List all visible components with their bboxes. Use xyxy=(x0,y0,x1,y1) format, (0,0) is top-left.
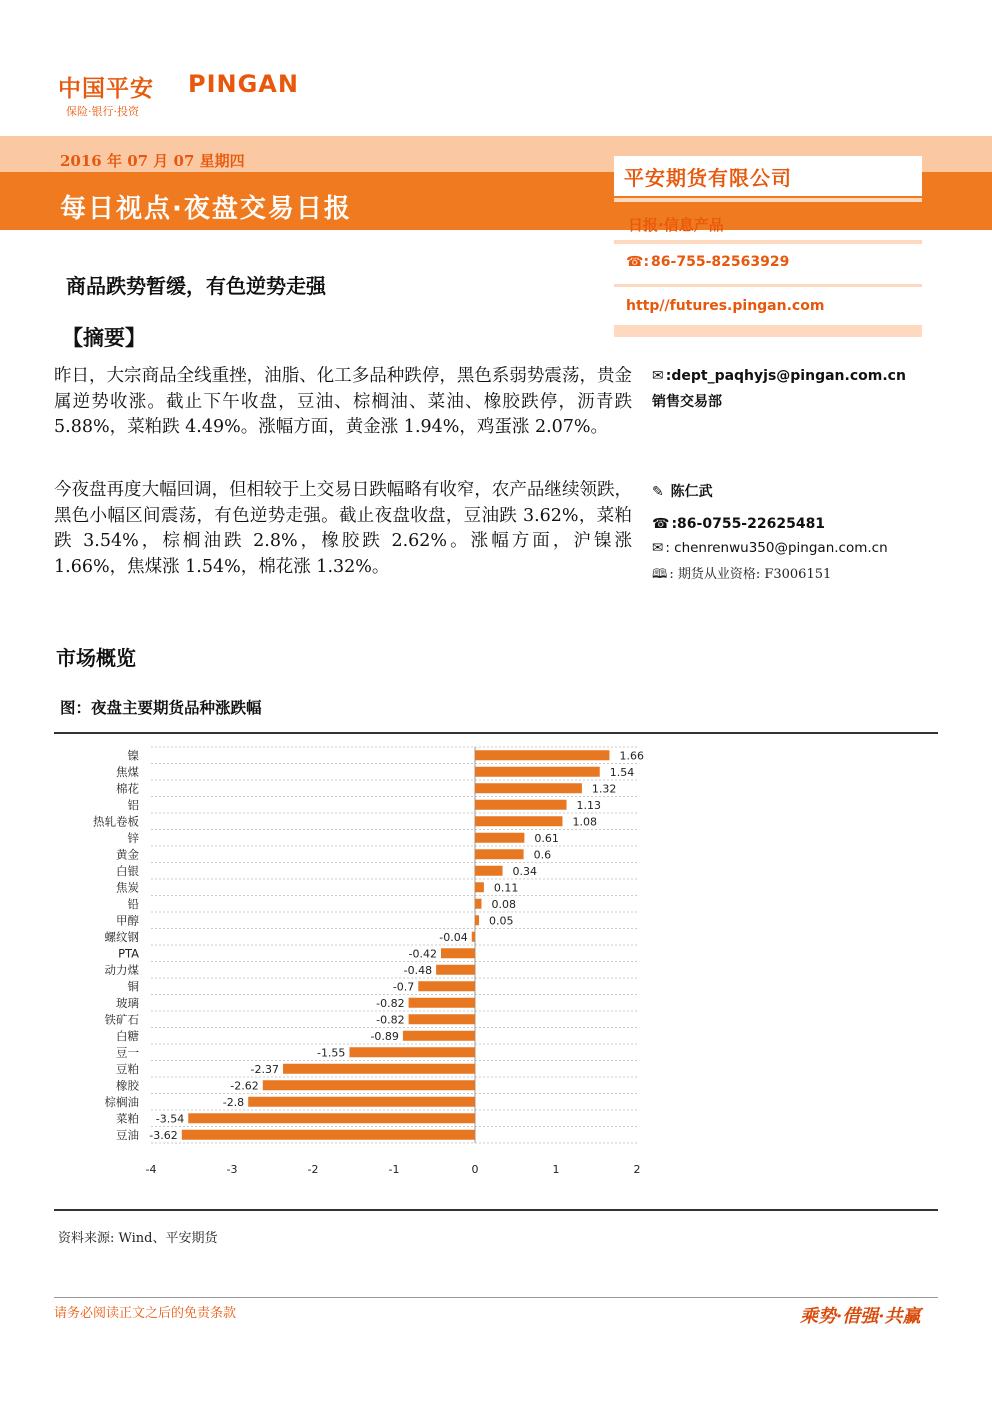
analyst-license xyxy=(652,563,831,587)
data-label: -2.37 xyxy=(250,1062,280,1076)
report-date: 2016 年 07 月 07 星期四 xyxy=(60,152,245,170)
book-icon: 🕮 xyxy=(652,567,668,582)
figure-rule-top xyxy=(54,732,938,734)
analyst-phone xyxy=(652,516,825,532)
data-label: -0.89 xyxy=(370,1029,399,1043)
logo-subtitle: 保险·银行·投资 xyxy=(66,105,139,118)
data-label: -2.62 xyxy=(230,1079,259,1093)
bar-8 xyxy=(475,882,484,892)
dept-email-text: :dept_paqhyjs@pingan.com.cn xyxy=(665,368,906,384)
bar-21 xyxy=(248,1097,475,1107)
x-tick-label: 2 xyxy=(633,1163,641,1175)
analyst-name xyxy=(652,481,713,501)
bar-7 xyxy=(475,866,503,876)
category-label: 焦煤 xyxy=(116,764,139,779)
company-website[interactable]: http//futures.pingan.com xyxy=(626,298,825,314)
category-label: 热轧卷板 xyxy=(93,814,139,829)
summary-paragraph-2: 今夜盘再度大幅回调，但相较于上交易日跌幅略有收窄，农产品继续领跌，黑色小幅区间震荡，有色逆势走强。截止夜盘收盘，豆油跌 3.62%，菜粕跌 3.54%，棕榈油跌 2.8%，橡胶跌 2.62%。涨幅方面，沪镍涨 1.66%，焦煤涨 1.54%，棉花涨 1.32%。 xyxy=(54,480,632,577)
headline: 商品跌势暂缓，有色逆势走强 xyxy=(66,274,326,298)
mail-icon: ✉ xyxy=(652,540,664,556)
x-tick-label: 1 xyxy=(552,1163,560,1175)
data-label: -0.82 xyxy=(376,996,405,1010)
data-label: -3.62 xyxy=(149,1128,178,1142)
bar-22 xyxy=(188,1113,475,1123)
data-label: 1.13 xyxy=(576,798,602,812)
summary-paragraph-1: 昨日，大宗商品全线重挫，油脂、化工多品种跌停，黑色系弱势震荡，贵金属逆势收涨。截止下午收盘，豆油、棕榈油、菜油、橡胶跌停，沥青跌 5.88%，菜粕跌 4.49%。涨幅方面，黄金涨 1.94%，鸡蛋涨 2.07%。 xyxy=(54,366,632,437)
category-label: 豆粕 xyxy=(116,1061,139,1076)
bar-1 xyxy=(475,767,600,777)
company-phone xyxy=(626,254,789,270)
x-tick-label: 0 xyxy=(471,1163,479,1175)
analyst-name-text: 陈仁武 xyxy=(670,484,713,500)
data-label: 1.54 xyxy=(609,765,635,779)
bar-3 xyxy=(475,800,567,810)
bar-19 xyxy=(283,1064,475,1074)
bar-0 xyxy=(475,750,609,760)
figure-rule-bottom xyxy=(54,1209,938,1211)
bar-2 xyxy=(475,783,582,793)
analyst-license-text: : 期货从业资格: F3006151 xyxy=(669,567,832,582)
data-label: 0.6 xyxy=(533,848,552,862)
category-label: 橡胶 xyxy=(116,1078,139,1093)
category-label: 豆一 xyxy=(116,1045,139,1060)
category-label: 铜 xyxy=(127,979,139,994)
report-title: 每日视点·夜盘交易日报 xyxy=(60,194,352,224)
dept-email[interactable] xyxy=(652,368,906,384)
category-label: 玻璃 xyxy=(116,995,139,1010)
category-label: 豆油 xyxy=(116,1127,139,1142)
category-label: 棕榈油 xyxy=(104,1094,139,1109)
data-label: -3.54 xyxy=(155,1112,185,1126)
analyst-phone-text: :86-0755-22625481 xyxy=(671,516,826,532)
bar-17 xyxy=(403,1031,475,1041)
market-heading: 市场概览 xyxy=(56,646,136,670)
category-label: 铝 xyxy=(127,797,139,812)
category-label: 锌 xyxy=(127,830,139,845)
company-phone-text: 86-755-82563929 xyxy=(651,254,790,270)
x-tick-label: -2 xyxy=(307,1163,319,1175)
data-label: 0.08 xyxy=(491,897,516,911)
data-label: -0.7 xyxy=(392,980,415,994)
divider xyxy=(614,284,922,287)
category-label: PTA xyxy=(118,946,139,961)
data-label: 0.11 xyxy=(493,881,519,895)
x-tick-label: -4 xyxy=(145,1163,157,1175)
data-label: -0.42 xyxy=(408,947,437,961)
mail-icon: ✉ xyxy=(652,368,664,384)
data-label: 0.61 xyxy=(534,831,559,845)
divider xyxy=(614,325,922,337)
logo-en: PINGAN xyxy=(188,70,299,98)
pen-icon: ✎ xyxy=(652,484,664,500)
x-tick-label: -1 xyxy=(388,1163,400,1175)
bar-12 xyxy=(441,948,475,958)
data-label: 1.32 xyxy=(591,782,617,796)
data-label: -0.82 xyxy=(376,1013,405,1027)
category-label: 焦炭 xyxy=(116,880,139,895)
x-tick-label: -3 xyxy=(226,1163,238,1175)
data-label: -2.8 xyxy=(222,1095,245,1109)
bar-16 xyxy=(409,1014,475,1024)
disclaimer: 请务必阅读正文之后的免责条款 xyxy=(54,1306,237,1321)
divider xyxy=(614,198,922,202)
summary-heading: 【摘要】 xyxy=(62,326,146,350)
bar-10 xyxy=(475,915,479,925)
slogan: 乘势·借强·共赢 xyxy=(800,1306,921,1327)
bar-6 xyxy=(475,849,524,859)
analyst-email-text: : chenrenwu350@pingan.com.cn xyxy=(665,540,888,556)
bar-4 xyxy=(475,816,562,826)
data-label: 0.05 xyxy=(489,914,514,928)
data-label: 1.66 xyxy=(619,749,644,763)
category-label: 黄金 xyxy=(116,847,139,862)
category-label: 动力煤 xyxy=(104,962,139,977)
phone-icon: ☎ xyxy=(652,516,670,532)
bar-23 xyxy=(182,1130,475,1140)
logo-cn: 中国平安 xyxy=(58,76,154,102)
figure-title: 图：夜盘主要期货品种涨跌幅 xyxy=(60,699,262,717)
category-label: 镍 xyxy=(127,748,139,763)
category-label: 白糖 xyxy=(116,1028,139,1043)
category-label: 铁矿石 xyxy=(104,1012,139,1027)
category-label: 棉花 xyxy=(116,781,139,796)
data-label: 0.34 xyxy=(512,864,538,878)
data-label: -0.48 xyxy=(403,963,433,977)
bar-14 xyxy=(418,981,475,991)
bar-5 xyxy=(475,833,524,843)
category-label: 白银 xyxy=(116,863,139,878)
company-name: 平安期货有限公司 xyxy=(624,166,792,190)
footer-rule xyxy=(54,1297,938,1298)
bar-13 xyxy=(436,965,475,975)
category-label: 铅 xyxy=(127,896,139,911)
phone-icon: ☎: xyxy=(626,254,650,270)
bar-18 xyxy=(349,1047,475,1057)
bar-chart xyxy=(54,740,934,1175)
dept-name: 销售交易部 xyxy=(652,394,722,410)
bar-9 xyxy=(475,899,481,909)
figure-source: 资料来源: Wind、平安期货 xyxy=(58,1231,218,1246)
category-label: 菜粕 xyxy=(116,1111,139,1126)
category-label: 甲醇 xyxy=(116,913,139,928)
divider xyxy=(614,240,922,244)
category-label: 螺纹钢 xyxy=(104,929,139,944)
analyst-email[interactable] xyxy=(652,540,888,556)
data-label: 1.08 xyxy=(572,815,597,829)
bar-20 xyxy=(263,1080,475,1090)
data-label: -1.55 xyxy=(316,1046,346,1060)
bar-15 xyxy=(409,998,475,1008)
data-label: -0.04 xyxy=(439,930,468,944)
report-type: 日报·信息产品 xyxy=(628,216,724,234)
bar-11 xyxy=(472,932,475,942)
